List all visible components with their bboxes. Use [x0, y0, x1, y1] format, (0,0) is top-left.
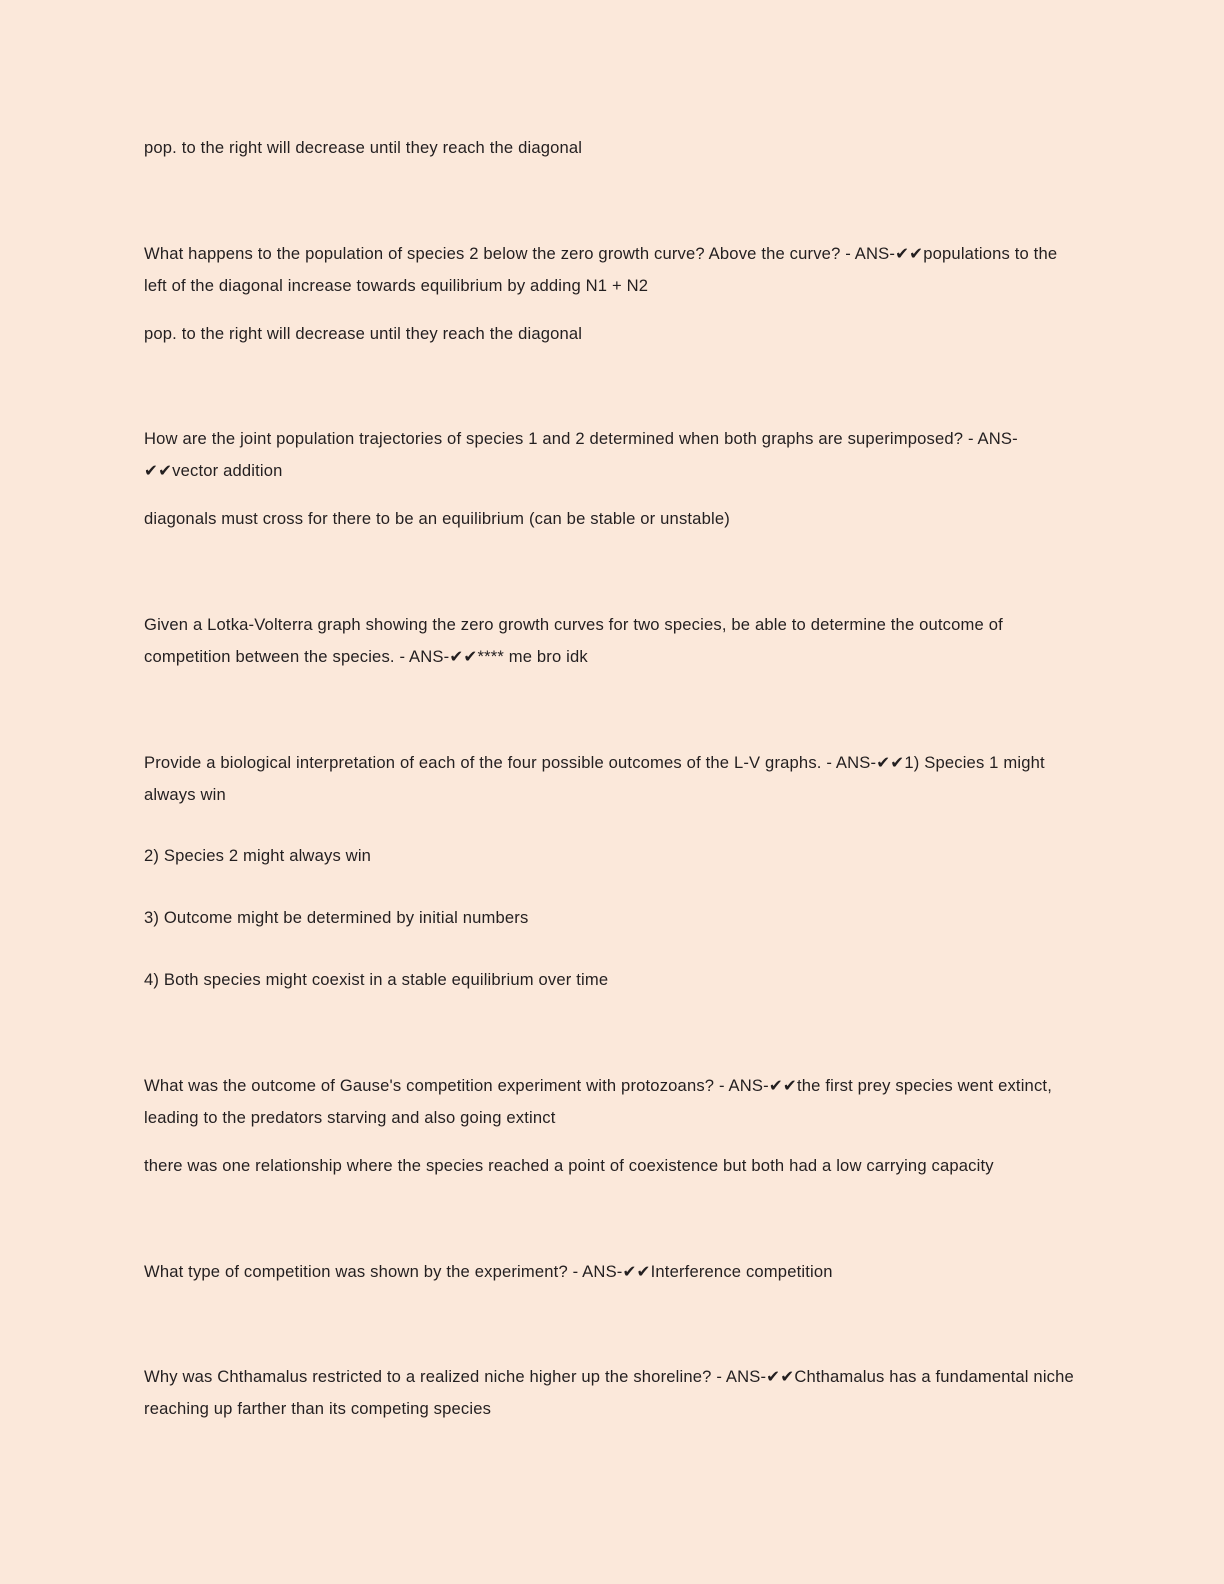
block-spacer	[144, 164, 1084, 238]
paragraph: pop. to the right will decrease until they reach the diagonal	[144, 138, 583, 157]
block-spacer	[144, 349, 1084, 423]
paragraph: Why was Chthamalus restricted to a realized niche higher up the shoreline? - ANS-✔✔Chthamalus has a fundamental niche reaching up farther than its competing species	[144, 1367, 1074, 1419]
paragraph: What was the outcome of Gause's competition experiment with protozoans? - ANS-✔✔the first prey species went extinct, leading to the predators starving and also going extinct	[144, 1076, 1052, 1127]
block-spacer	[144, 1182, 1084, 1256]
document-body	[144, 132, 1084, 1425]
block-spacer	[144, 535, 1084, 609]
paragraph: diagonals must cross for there to be an equilibrium (can be stable or unstable)	[144, 509, 730, 529]
text-block	[144, 609, 1084, 673]
paragraph: What type of competition was shown by the experiment? - ANS-✔✔Interference competition	[144, 1261, 833, 1281]
paragraph: Provide a biological interpretation of each of the four possible outcomes of the L-V graphs. - ANS-✔✔1) Species 1 might always win	[144, 752, 1045, 804]
line-spacer	[144, 810, 1084, 840]
paragraph: 2) Species 2 might always win	[144, 846, 372, 866]
block-spacer	[144, 996, 1084, 1070]
line-spacer	[144, 302, 1084, 318]
paragraph: How are the joint population trajectories of species 1 and 2 determined when both graphs are superimposed? - ANS-✔✔vector addition	[144, 429, 1018, 481]
line-spacer	[144, 872, 1084, 902]
paragraph: 3) Outcome might be determined by initial numbers	[144, 908, 529, 928]
block-spacer	[144, 673, 1084, 747]
text-block	[144, 1361, 1084, 1425]
line-spacer	[144, 934, 1084, 964]
text-block	[144, 1070, 1084, 1182]
text-block	[144, 423, 1084, 535]
paragraph: pop. to the right will decrease until they reach the diagonal	[144, 323, 583, 343]
paragraph: there was one relationship where the species reached a point of coexistence but both had a low carrying capacity	[144, 1155, 994, 1175]
text-block	[144, 238, 1084, 350]
text-block	[144, 747, 1084, 996]
line-spacer	[144, 1134, 1084, 1150]
paragraph: What happens to the population of species 2 below the zero growth curve? Above the curve? - ANS-✔✔populations to the left of the diagonal increase towards equilibrium by adding N1 + N2	[144, 243, 1058, 295]
block-spacer	[144, 1287, 1084, 1361]
paragraph: Given a Lotka-Volterra graph showing the zero growth curves for two species, be able to determine the outcome of competition between the species. - ANS-✔✔**** me bro idk	[144, 615, 1003, 666]
line-spacer	[144, 487, 1084, 503]
text-block	[144, 1256, 1084, 1288]
text-block	[144, 132, 1084, 164]
paragraph: 4) Both species might coexist in a stable equilibrium over time	[144, 970, 609, 990]
